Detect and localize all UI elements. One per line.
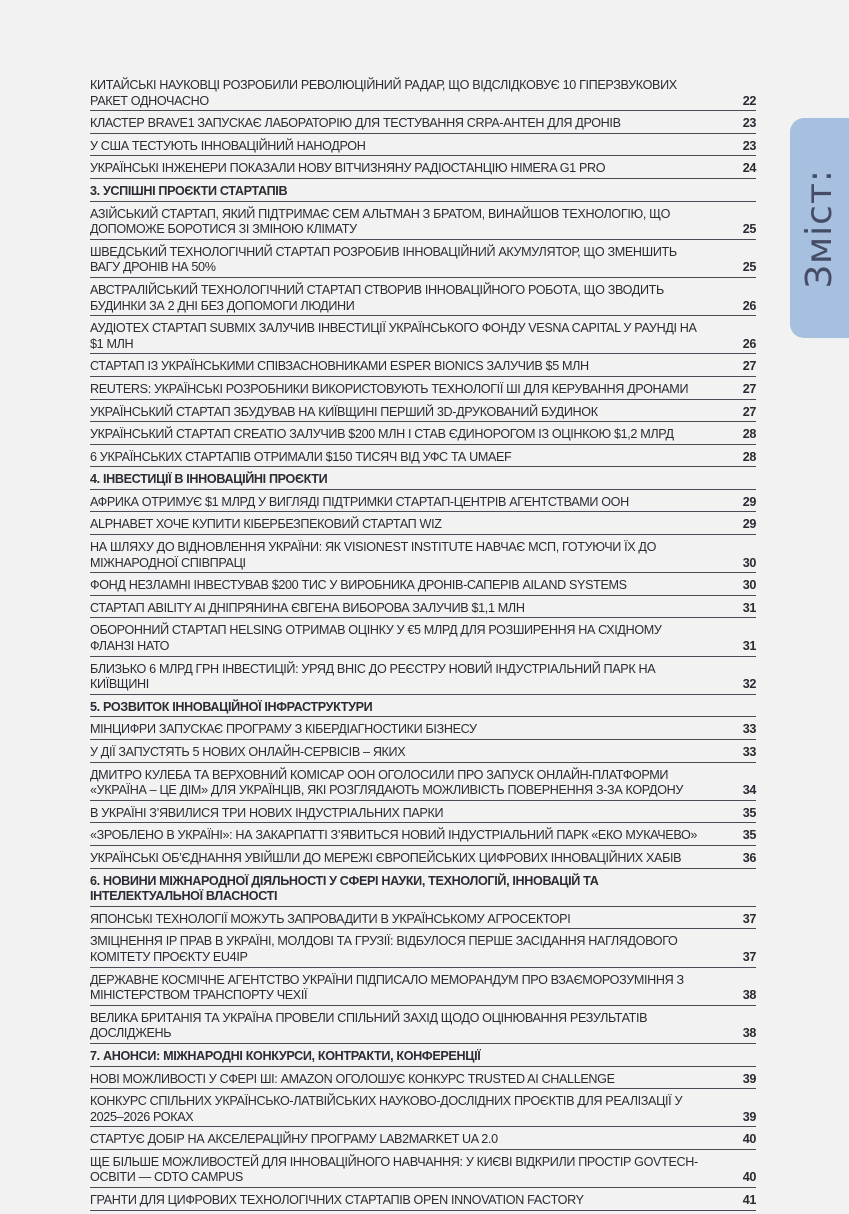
toc-entry-page: 23 bbox=[742, 138, 756, 153]
toc-entry[interactable] bbox=[90, 448, 756, 468]
toc-entry-page: 38 bbox=[742, 988, 756, 1003]
toc-entry-page: 33 bbox=[742, 722, 756, 737]
toc-entry[interactable] bbox=[90, 1092, 756, 1127]
toc-entry-page: 28 bbox=[742, 427, 756, 442]
toc-entry-title: В УКРАЇНІ З’ЯВИЛИСЯ ТРИ НОВИХ ІНДУСТРІАЛЬНИХ ПАРКИ bbox=[90, 805, 444, 820]
toc-entry-title: ОБОРОННИЙ СТАРТАП HELSING ОТРИМАВ ОЦІНКУ У €5 МЛРД ДЛЯ РОЗШИРЕННЯ НА СХІДНОМУ ФЛАНЗІ НАТО bbox=[90, 623, 662, 654]
toc-entry[interactable] bbox=[90, 114, 756, 134]
toc-entry-page: 30 bbox=[742, 555, 756, 570]
toc-entry-title: «ЗРОБЛЕНО В УКРАЇНІ»: НА ЗАКАРПАТТІ З’ЯВИТЬСЯ НОВИЙ ІНДУСТРІАЛЬНИЙ ПАРК «ЕКО МУКАЧЕВО» bbox=[90, 828, 698, 843]
toc-entry[interactable] bbox=[90, 720, 756, 740]
toc-entry-title: УКРАЇНСЬКИЙ СТАРТАП CREATIO ЗАЛУЧИВ $200 МЛН І СТАВ ЄДИНОРОГОМ ІЗ ОЦІНКОЮ $1,2 МЛРД bbox=[90, 427, 674, 442]
toc-entry[interactable] bbox=[90, 493, 756, 513]
toc-entry-page: 27 bbox=[742, 404, 756, 419]
toc-entry[interactable] bbox=[90, 357, 756, 377]
toc-entry-title: КИТАЙСЬКІ НАУКОВЦІ РОЗРОБИЛИ РЕВОЛЮЦІЙНИЙ РАДАР, ЩО ВІДСЛІДКОВУЄ 10 ГІПЕРЗВУКОВИХ РАКЕТ ОДНОЧАСНО bbox=[90, 78, 677, 108]
toc-entry-title: 6. НОВИНИ МІЖНАРОДНОЇ ДІЯЛЬНОСТІ У СФЕРІ НАУКИ, ТЕХНОЛОГІЙ, ІННОВАЦІЙ ТА ІНТЕЛЕКТУАЛЬНОЇ ВЛАСНОСТІ bbox=[90, 873, 599, 904]
toc-entry-title: 6 УКРАЇНСЬКИХ СТАРТАПІВ ОТРИМАЛИ $150 ТИСЯЧ ВІД УФС ТА UMAEF bbox=[90, 449, 512, 464]
toc-entry[interactable] bbox=[90, 281, 756, 316]
toc-entry[interactable] bbox=[90, 599, 756, 619]
toc-entry-title: СТАРТАП ABILITY AI ДНІПРЯНИНА ЄВГЕНА ВИБОРОВА ЗАЛУЧИВ $1,1 МЛН bbox=[90, 600, 525, 615]
toc-entry-title: СТАРТАП ІЗ УКРАЇНСЬКИМИ СПІВЗАСНОВНИКАМИ ESPER BIONICS ЗАЛУЧИВ $5 МЛН bbox=[90, 359, 589, 374]
toc-entry-page: 39 bbox=[742, 1109, 756, 1124]
toc-entry[interactable] bbox=[90, 576, 756, 596]
toc-entry-page: 35 bbox=[742, 828, 756, 843]
toc-entry[interactable] bbox=[90, 515, 756, 535]
toc-entry[interactable] bbox=[90, 159, 756, 179]
toc-section-heading bbox=[90, 872, 756, 907]
toc-entry-page: 24 bbox=[742, 161, 756, 176]
toc-entry-title: 3. УСПІШНІ ПРОЄКТИ СТАРТАПІВ bbox=[90, 183, 288, 198]
toc-entry[interactable] bbox=[90, 1009, 756, 1044]
toc-section-heading bbox=[90, 470, 756, 490]
toc-entry-page: 40 bbox=[742, 1170, 756, 1185]
toc-entry[interactable] bbox=[90, 1070, 756, 1090]
toc-entry-page: 32 bbox=[742, 677, 756, 692]
toc-entry-page: 34 bbox=[742, 783, 756, 798]
toc-entry[interactable] bbox=[90, 76, 756, 111]
toc-entry[interactable] bbox=[90, 319, 756, 354]
toc-entry-title: БЛИЗЬКО 6 МЛРД ГРН ІНВЕСТИЦІЙ: УРЯД ВНІС ДО РЕЄСТРУ НОВИЙ ІНДУСТРІАЛЬНИЙ ПАРК НА КИЇВЩИНІ bbox=[90, 661, 656, 692]
toc-entry-title: КОНКУРС СПІЛЬНИХ УКРАЇНСЬКО-ЛАТВІЙСЬКИХ НАУКОВО-ДОСЛІДНИХ ПРОЄКТІВ ДЛЯ РЕАЛІЗАЦІЇ У 2025–2026 РОКАХ bbox=[90, 1094, 683, 1124]
toc-entry-title: КЛАСТЕР BRAVE1 ЗАПУСКАЄ ЛАБОРАТОРІЮ ДЛЯ ТЕСТУВАННЯ CRPA-АНТЕН ДЛЯ ДРОНІВ bbox=[90, 116, 621, 131]
toc-entry[interactable] bbox=[90, 403, 756, 423]
toc-entry-title: НА ШЛЯХУ ДО ВІДНОВЛЕННЯ УКРАЇНИ: ЯК VISIONEST INSTITUTE НАВЧАЄ МСП, ГОТУЮЧИ ЇХ ДО МІЖНАРОДНОЇ СПІВПРАЦІ bbox=[90, 540, 657, 570]
toc-section-heading bbox=[90, 182, 756, 202]
toc-entry-title: 5. РОЗВИТОК ІННОВАЦІЙНОЇ ІНФРАСТРУКТУРИ bbox=[90, 699, 373, 714]
toc-entry-title: ГРАНТИ ДЛЯ ЦИФРОВИХ ТЕХНОЛОГІЧНИХ СТАРТАПІВ OPEN INNOVATION FACTORY bbox=[90, 1193, 584, 1208]
toc-entry-page: 22 bbox=[742, 93, 756, 108]
toc-entry-page: 23 bbox=[742, 116, 756, 131]
toc-entry-title: ШВЕДСЬКИЙ ТЕХНОЛОГІЧНИЙ СТАРТАП РОЗРОБИВ ІННОВАЦІЙНИЙ АКУМУЛЯТОР, ЩО ЗМЕНШИТЬ ВАГУ ДРОНІВ НА 50% bbox=[90, 244, 677, 275]
toc-entry[interactable] bbox=[90, 1130, 756, 1150]
toc-entry-title: ВЕЛИКА БРИТАНІЯ ТА УКРАЇНА ПРОВЕЛИ СПІЛЬНИЙ ЗАХІД ЩОДО ОЦІНЮВАННЯ РЕЗУЛЬТАТІВ ДОСЛІДЖЕНЬ bbox=[90, 1010, 648, 1041]
toc-entry-title: ЗМІЦНЕННЯ IP ПРАВ В УКРАЇНІ, МОЛДОВІ ТА ГРУЗІЇ: ВІДБУЛОСЯ ПЕРШЕ ЗАСІДАННЯ НАГЛЯДОВОГО КОМІТЕТУ ПРОЄКТУ EU4IP bbox=[90, 934, 678, 964]
toc-entry-page: 38 bbox=[742, 1026, 756, 1041]
toc-entry[interactable] bbox=[90, 380, 756, 400]
toc-entry-title: ALPHABET ХОЧЕ КУПИТИ КІБЕРБЕЗПЕКОВИЙ СТАРТАП WIZ bbox=[90, 517, 442, 532]
contents-tab-label: Зміст: bbox=[799, 168, 841, 288]
toc-entry-title: 7. АНОНСИ: МІЖНАРОДНІ КОНКУРСИ, КОНТРАКТИ, КОНФЕРЕНЦІЇ bbox=[90, 1048, 481, 1063]
toc-entry-page: 31 bbox=[742, 600, 756, 615]
toc-entry[interactable] bbox=[90, 743, 756, 763]
table-of-contents bbox=[90, 76, 756, 1214]
toc-entry-page: 30 bbox=[742, 578, 756, 593]
toc-entry[interactable] bbox=[90, 1153, 756, 1188]
toc-entry-page: 26 bbox=[742, 298, 756, 313]
toc-entry[interactable] bbox=[90, 425, 756, 445]
toc-entry-page: 25 bbox=[742, 222, 756, 237]
toc-entry-page: 29 bbox=[742, 494, 756, 509]
toc-entry-page: 33 bbox=[742, 745, 756, 759]
toc-entry-page: 41 bbox=[742, 1193, 756, 1208]
toc-entry-page: 37 bbox=[742, 949, 756, 964]
toc-entry-title: УКРАЇНСЬКИЙ СТАРТАП ЗБУДУВАВ НА КИЇВЩИНІ ПЕРШИЙ 3D-ДРУКОВАНИЙ БУДИНОК bbox=[90, 404, 598, 419]
toc-entry[interactable] bbox=[90, 804, 756, 824]
toc-entry-title: REUTERS: УКРАЇНСЬКІ РОЗРОБНИКИ ВИКОРИСТОВУЮТЬ ТЕХНОЛОГІЇ ШІ ДЛЯ КЕРУВАННЯ ДРОНАМИ bbox=[90, 381, 689, 396]
toc-entry-title: МІНЦИФРИ ЗАПУСКАЄ ПРОГРАМУ З КІБЕРДІАГНОСТИКИ БІЗНЕСУ bbox=[90, 722, 477, 737]
toc-entry[interactable] bbox=[90, 971, 756, 1006]
toc-entry[interactable] bbox=[90, 932, 756, 967]
toc-entry-title: АУДІОТЕХ СТАРТАП SUBMIX ЗАЛУЧИВ ІНВЕСТИЦІЇ УКРАЇНСЬКОГО ФОНДУ VESNA CAPITAL У РАУНДІ НА $1 МЛН bbox=[90, 321, 697, 351]
toc-entry[interactable] bbox=[90, 910, 756, 930]
toc-entry-title: У ДІЇ ЗАПУСТЯТЬ 5 НОВИХ ОНЛАЙН-СЕРВІСІВ – ЯКИХ bbox=[90, 745, 406, 759]
toc-entry[interactable] bbox=[90, 538, 756, 573]
toc-entry-page: 37 bbox=[742, 911, 756, 926]
toc-entry-title: ФОНД НЕЗЛАМНІ ІНВЕСТУВАВ $200 ТИС У ВИРОБНИКА ДРОНІВ-САПЕРІВ AILAND SYSTEMS bbox=[90, 578, 627, 593]
toc-entry-title: НОВІ МОЖЛИВОСТІ У СФЕРІ ШІ: AMAZON ОГОЛОШУЄ КОНКУРС TRUSTED AI CHALLENGE bbox=[90, 1071, 615, 1086]
toc-entry-page: 26 bbox=[742, 336, 756, 351]
toc-entry-title: У США ТЕСТУЮТЬ ІННОВАЦІЙНИЙ НАНОДРОН bbox=[90, 138, 366, 153]
toc-entry-page: 36 bbox=[742, 850, 756, 865]
toc-section-heading bbox=[90, 1047, 756, 1067]
toc-entry[interactable] bbox=[90, 849, 756, 869]
toc-entry-page: 27 bbox=[742, 381, 756, 396]
toc-entry-page: 40 bbox=[742, 1132, 756, 1147]
toc-entry-page: 27 bbox=[742, 359, 756, 374]
contents-tab-label-box bbox=[790, 118, 849, 338]
toc-entry[interactable] bbox=[90, 766, 756, 801]
toc-entry-title: СТАРТУЄ ДОБІР НА АКСЕЛЕРАЦІЙНУ ПРОГРАМУ LAB2MARKET UA 2.0 bbox=[90, 1132, 498, 1147]
toc-entry[interactable] bbox=[90, 137, 756, 157]
toc-entry[interactable] bbox=[90, 621, 756, 656]
toc-entry-title: УКРАЇНСЬКІ ОБ’ЄДНАННЯ УВІЙШЛИ ДО МЕРЕЖІ ЄВРОПЕЙСЬКИХ ЦИФРОВИХ ІННОВАЦІЙНИХ ХАБІВ bbox=[90, 850, 682, 865]
toc-entry-title: УКРАЇНСЬКІ ІНЖЕНЕРИ ПОКАЗАЛИ НОВУ ВІТЧИЗНЯНУ РАДІОСТАНЦІЮ HIMERA G1 PRO bbox=[90, 161, 606, 176]
toc-entry-page: 29 bbox=[742, 517, 756, 532]
toc-entry-title: ДЕРЖАВНЕ КОСМІЧНЕ АГЕНТСТВО УКРАЇНИ ПІДПИСАЛО МЕМОРАНДУМ ПРО ВЗАЄМОРОЗУМІННЯ З МІНІСТЕРСТВОМ ТРАНСПОРТУ ЧЕХІЇ bbox=[90, 972, 684, 1003]
toc-entry-page: 25 bbox=[742, 260, 756, 275]
toc-entry-page: 31 bbox=[742, 639, 756, 654]
toc-entry[interactable] bbox=[90, 826, 756, 846]
toc-entry-title: ЩЕ БІЛЬШЕ МОЖЛИВОСТЕЙ ДЛЯ ІННОВАЦІЙНОГО НАВЧАННЯ: У КИЄВІ ВІДКРИЛИ ПРОСТІР GOVTECH-ОСВІТИ — CDTO CAMPUS bbox=[90, 1154, 698, 1185]
toc-entry-title: ДМИТРО КУЛЕБА ТА ВЕРХОВНИЙ КОМІСАР ООН ОГОЛОСИЛИ ПРО ЗАПУСК ОНЛАЙН-ПЛАТФОРМИ «УКРАЇНА – ЦЕ ДІМ» ДЛЯ УКРАЇНЦІВ, ЯКІ РОЗГЛЯДАЮТЬ МОЖЛИВІСТЬ ПОВЕРНЕННЯ З-ЗА КОРДОНУ bbox=[90, 767, 684, 798]
toc-entry[interactable] bbox=[90, 660, 756, 695]
toc-entry-page: 28 bbox=[742, 449, 756, 464]
toc-entry-title: ЯПОНСЬКІ ТЕХНОЛОГІЇ МОЖУТЬ ЗАПРОВАДИТИ В УКРАЇНСЬКОМУ АГРОСЕКТОРІ bbox=[90, 911, 571, 926]
toc-entry[interactable] bbox=[90, 1191, 756, 1211]
toc-entry-page: 39 bbox=[742, 1071, 756, 1086]
toc-entry-page: 35 bbox=[742, 805, 756, 820]
toc-entry[interactable] bbox=[90, 243, 756, 278]
toc-section-heading bbox=[90, 698, 756, 718]
toc-entry-title: АВСТРАЛІЙСЬКИЙ ТЕХНОЛОГІЧНИЙ СТАРТАП СТВОРИВ ІННОВАЦІЙНОГО РОБОТА, ЩО ЗВОДИТЬ БУДИНКИ ЗА 2 ДНІ БЕЗ ДОПОМОГИ ЛЮДИНИ bbox=[90, 282, 664, 313]
toc-entry[interactable] bbox=[90, 205, 756, 240]
toc-entry-title: 4. ІНВЕСТИЦІЇ В ІННОВАЦІЙНІ ПРОЄКТИ bbox=[90, 472, 328, 487]
toc-entry-title: АЗІЙСЬКИЙ СТАРТАП, ЯКИЙ ПІДТРИМАЄ СЕМ АЛЬТМАН З БРАТОМ, ВИНАЙШОВ ТЕХНОЛОГІЮ, ЩО ДОПОМОЖЕ БОРОТИСЯ ЗІ ЗМІНОЮ КЛІМАТУ bbox=[90, 206, 671, 237]
toc-entry-title: АФРИКА ОТРИМУЄ $1 МЛРД У ВИГЛЯДІ ПІДТРИМКИ СТАРТАП-ЦЕНТРІВ АГЕНТСТВАМИ ООН bbox=[90, 494, 629, 509]
